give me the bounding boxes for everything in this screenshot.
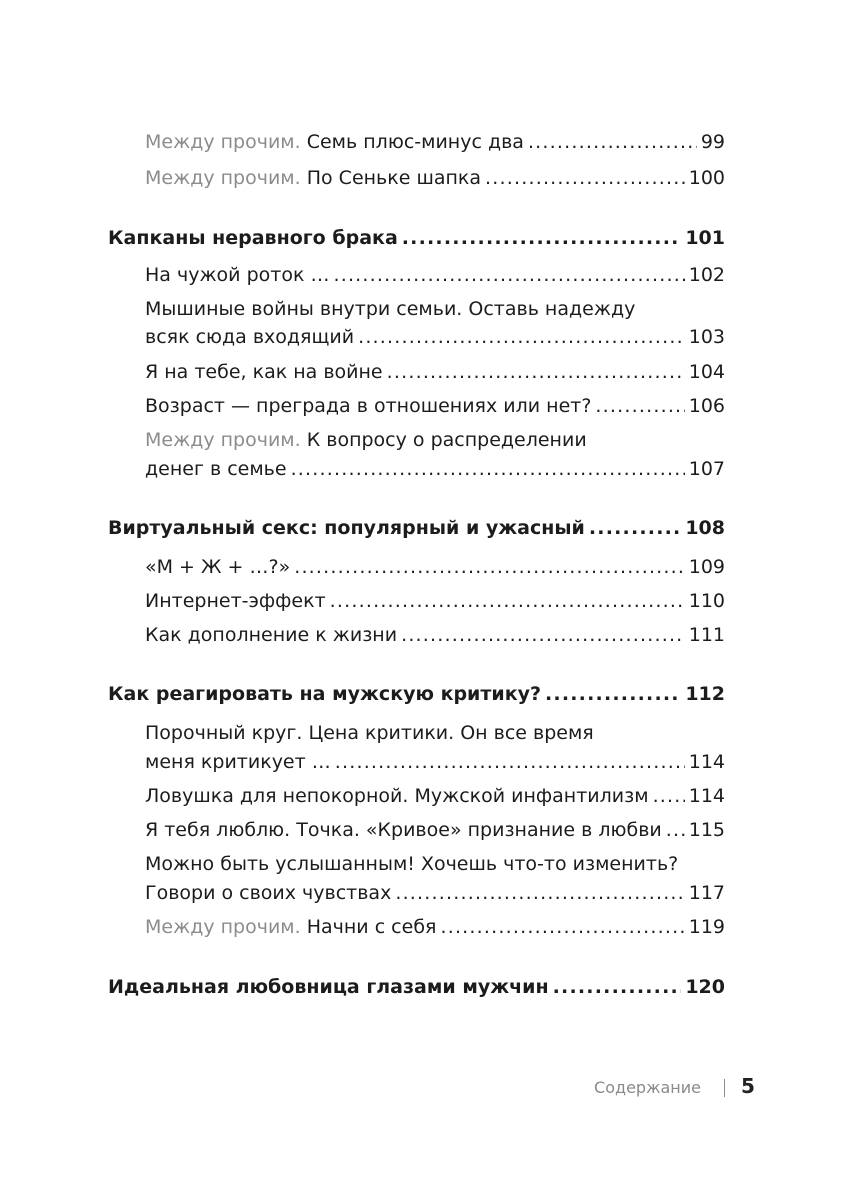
page-number: 117: [688, 882, 725, 904]
entry-title: Говори о своих чувствах: [145, 882, 392, 904]
aside-prefix: Между прочим.: [145, 167, 301, 189]
running-footer-label: Содержание: [594, 1078, 701, 1097]
toc-entry[interactable]: [145, 747, 725, 777]
entry-title: На чужой роток …: [145, 264, 330, 286]
chapter-title: Как реагировать на мужскую критику?: [108, 683, 542, 705]
entry-title: Я на тебе, как на войне: [145, 361, 383, 383]
toc-entry[interactable]: [145, 260, 725, 290]
page-number: 102: [688, 264, 725, 286]
folio-page-number: 5: [741, 1074, 755, 1098]
entry-title: Ловушка для непокорной. Мужской инфантилизм: [145, 785, 649, 807]
page-number: 119: [688, 916, 725, 938]
page-number: 103: [688, 326, 725, 348]
toc-chapter[interactable]: [108, 513, 725, 543]
entry-title-line1[interactable]: Можно быть услышанным! Хочешь что-то изменить?: [145, 853, 679, 875]
toc-entry[interactable]: [145, 454, 725, 484]
dot-leader: [294, 552, 685, 582]
toc-entry[interactable]: [145, 781, 725, 811]
page-number: 114: [688, 785, 725, 807]
page-number: 110: [688, 590, 725, 612]
entry-title: Начни с себя: [300, 916, 437, 938]
entry-title: Я тебя люблю. Точка. «Кривое» признание в любви: [145, 819, 662, 841]
dot-leader: [553, 972, 682, 1002]
toc-entry[interactable]: [145, 552, 725, 582]
page-number: 99: [700, 131, 725, 153]
dot-leader: [485, 163, 685, 193]
chapter-title: Капканы неравного брака: [108, 227, 398, 249]
page-number: 111: [688, 624, 725, 646]
page-number: 109: [688, 556, 725, 578]
entry-title: Возраст — преграда в отношениях или нет?: [145, 395, 592, 417]
entry-title-line1[interactable]: Мышиные войны внутри семьи. Оставь надежду: [145, 298, 636, 320]
entry-title: Семь плюс-минус два: [300, 131, 524, 153]
dot-leader: [595, 391, 684, 421]
toc-entry[interactable]: [145, 322, 725, 352]
toc-chapter[interactable]: [108, 223, 725, 253]
entry-title-line1[interactable]: [145, 425, 587, 455]
aside-prefix: Между прочим.: [145, 916, 301, 938]
dot-leader: [330, 586, 685, 616]
toc-entry[interactable]: [145, 620, 725, 650]
chapter-title: Идеальная любовница глазами мужчин: [108, 976, 549, 998]
page-number: 120: [685, 976, 725, 998]
toc-entry[interactable]: [145, 878, 725, 908]
entry-title-line1[interactable]: Порочный круг. Цена критики. Он все время: [145, 722, 594, 744]
dot-leader: [528, 127, 697, 157]
entry-title: меня критикует …: [145, 751, 331, 773]
entry-title: По Сеньке шапка: [300, 167, 482, 189]
page-number: 108: [685, 517, 725, 539]
page-number: 112: [685, 683, 725, 705]
page-number: 114: [688, 751, 725, 773]
page-number: 101: [685, 227, 725, 249]
entry-title-line1-text: К вопросу о распределении: [300, 429, 587, 451]
aside-prefix: Между прочим.: [145, 131, 301, 153]
toc-entry[interactable]: [145, 357, 725, 387]
toc-entry[interactable]: [145, 815, 725, 845]
dot-leader: [666, 815, 685, 845]
dot-leader: [440, 912, 684, 942]
dot-leader: [589, 513, 681, 543]
dot-leader: [291, 454, 685, 484]
dot-leader: [401, 620, 685, 650]
toc-chapter[interactable]: [108, 679, 725, 709]
dot-leader: [395, 878, 684, 908]
dot-leader: [335, 747, 685, 777]
dot-leader: [402, 223, 682, 253]
toc-entry[interactable]: [145, 391, 725, 421]
entry-title: денег в семье: [145, 458, 287, 480]
toc-entry[interactable]: [145, 912, 725, 942]
dot-leader: [653, 781, 685, 811]
page-number: 104: [688, 361, 725, 383]
dot-leader: [358, 322, 685, 352]
toc-entry[interactable]: [145, 586, 725, 616]
dot-leader: [387, 357, 685, 387]
dot-leader: [333, 260, 684, 290]
dot-leader: [545, 679, 681, 709]
aside-prefix: Между прочим.: [145, 429, 301, 451]
page-number: 115: [688, 819, 725, 841]
entry-title: «М + Ж + …?»: [145, 556, 291, 578]
entry-title: Интернет-эффект: [145, 590, 326, 612]
chapter-title: Виртуальный секс: популярный и ужасный: [108, 517, 585, 539]
footer-divider: [724, 1079, 725, 1097]
page-number: 100: [688, 167, 725, 189]
page-number: 106: [688, 395, 725, 417]
entry-title: Как дополнение к жизни: [145, 624, 398, 646]
entry-title: всяк сюда входящий: [145, 326, 355, 348]
page-number: 107: [688, 458, 725, 480]
toc-chapter[interactable]: [108, 972, 725, 1002]
toc-entry[interactable]: [145, 163, 725, 193]
toc-entry[interactable]: [145, 127, 725, 157]
